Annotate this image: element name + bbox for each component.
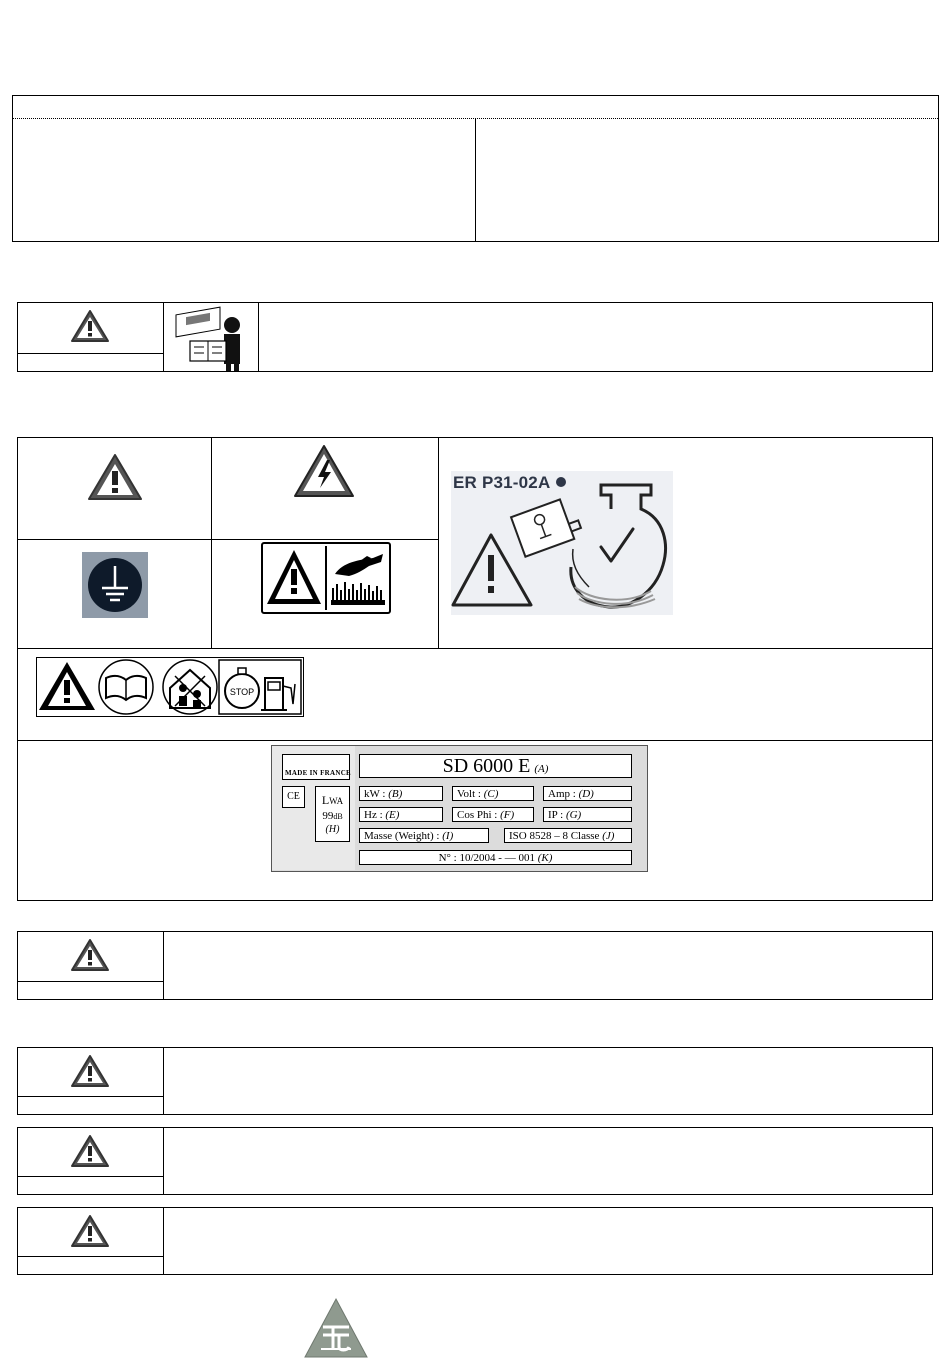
- top-table-right-cell: [476, 119, 938, 241]
- kw-label: kW :: [364, 788, 389, 800]
- top-table: [12, 95, 939, 242]
- top-table-left-cell: [13, 119, 475, 241]
- read-manual-figure: [164, 303, 258, 371]
- db-unit: dB: [333, 812, 343, 821]
- warning-triangle-icon: [87, 453, 143, 501]
- db-ref: (H): [325, 824, 340, 835]
- warning-box-read-manual: [17, 302, 933, 372]
- amp-label: Amp :: [548, 788, 579, 800]
- hot-surface-label: [261, 542, 391, 614]
- amp-field: [543, 786, 632, 801]
- hz-field: [359, 807, 443, 822]
- hz-ref: (E): [385, 809, 400, 821]
- hz-label: Hz :: [364, 809, 386, 821]
- cosphi-field: [452, 807, 534, 822]
- lwa-label: L: [321, 793, 330, 807]
- kw-field: [359, 786, 443, 801]
- model-name: SD 6000 E: [442, 755, 531, 777]
- warning-box-3: [17, 1047, 933, 1115]
- kw-ref: (B): [388, 788, 403, 800]
- serial-ref: (K): [537, 852, 553, 864]
- ip-field: [543, 807, 632, 822]
- mass-label: Masse (Weight) :: [364, 830, 443, 842]
- ip-ref: (G): [565, 809, 582, 821]
- volt-label: Volt :: [457, 788, 484, 800]
- stop-label: STOP: [229, 687, 255, 697]
- ce-mark-box: [282, 786, 305, 808]
- hot-surface-icon: [263, 544, 389, 612]
- warning-triangle-icon: [70, 1134, 110, 1168]
- oil-level-label: [451, 471, 673, 615]
- warning-triangle-icon: [70, 1054, 110, 1088]
- warning-triangle-icon: [70, 1214, 110, 1248]
- pictogram-strip: [36, 657, 304, 717]
- rating-plate: [271, 745, 648, 872]
- made-in-box: [282, 754, 350, 780]
- made-in-label: MADE IN FRANCE: [285, 769, 352, 777]
- warning-triangle-icon: [70, 938, 110, 972]
- model-box: [359, 754, 632, 778]
- model-ref: (A): [534, 763, 549, 775]
- amp-ref: (D): [578, 788, 594, 800]
- top-table-header: [13, 96, 938, 118]
- oil-can-engine-icon: [451, 471, 673, 615]
- mass-field: [359, 828, 489, 843]
- cosphi-label: Cos Phi :: [457, 809, 501, 821]
- iso-label: ISO 8528 – 8 Classe: [509, 830, 603, 842]
- earth-ground-badge: [82, 552, 148, 618]
- safety-labels-table: [17, 437, 933, 901]
- volt-field: [452, 786, 534, 801]
- mass-ref: (I): [442, 830, 454, 842]
- electric-hazard-icon: [293, 444, 355, 498]
- sound-power-box: [315, 786, 350, 842]
- volt-ref: (C): [483, 788, 499, 800]
- warning-triangle-icon: [70, 309, 110, 343]
- cosphi-ref: (F): [500, 809, 515, 821]
- serial-label: N° : 10/2004 - –– 001: [438, 852, 538, 864]
- db-value: 99: [322, 810, 334, 822]
- warning-box-4: [17, 1127, 933, 1195]
- pictogram-strip-icons: [37, 658, 303, 716]
- warning-box-5: [17, 1207, 933, 1275]
- iso-ref: (J): [602, 830, 615, 842]
- serial-field: [359, 850, 632, 865]
- lwa-subscript: WA: [329, 796, 344, 806]
- oil-label-code: ER P31-02A: [453, 473, 551, 492]
- earth-ground-icon: [82, 552, 148, 618]
- ce-mark: CE: [287, 791, 300, 802]
- warning-symbol-cell: [18, 303, 163, 353]
- person-reading-manual-icon: [164, 303, 258, 371]
- ip-label: IP :: [548, 809, 566, 821]
- warning-box-2: [17, 931, 933, 1000]
- iso-field: [504, 828, 632, 843]
- bottom-triangle-logo: [303, 1297, 369, 1359]
